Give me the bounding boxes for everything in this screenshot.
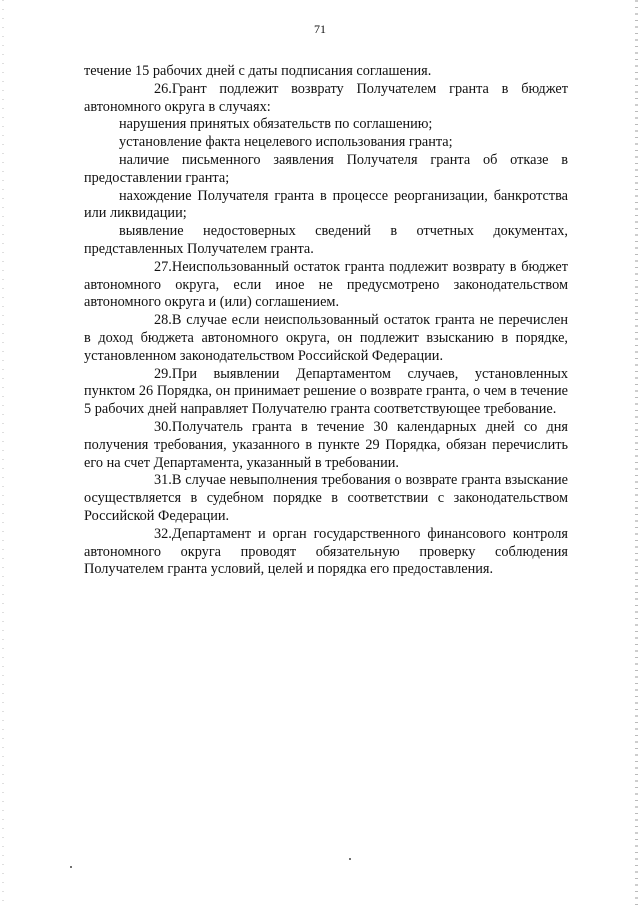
paragraph-26: [84, 81, 568, 117]
paragraph-number: 27.: [154, 258, 172, 275]
paragraph-number: 29.: [154, 365, 172, 382]
scan-speck: [349, 858, 351, 860]
paragraph-text: При выявлении Департаментом случаев, установленных пунктом 26 Порядка, он принимает решение о возврате гранта, о чем в течение 5 рабочих дней направляет Получателю гранта соответствующее требование.: [84, 365, 568, 418]
document-body: [84, 63, 568, 579]
paragraph-27: [84, 259, 568, 312]
paragraph-text: Неиспользованный остаток гранта подлежит возврату в бюджет автономного округа, если иное не предусмотрено законодательством автономного округа и (или) соглашением.: [84, 258, 568, 311]
paragraph-31: [84, 472, 568, 525]
list-item: нарушения принятых обязательств по соглашению;: [119, 116, 433, 133]
paragraph-29: [84, 366, 568, 419]
paragraph-text: В случае если неиспользованный остаток гранта не перечислен в доход бюджета автономного округа, он подлежит взысканию в порядке, установленном законодательством Российской Федерации.: [84, 312, 568, 364]
paragraph-28: [84, 312, 568, 365]
paragraph-30: [84, 419, 568, 472]
paragraph-text: Грант подлежит возврату Получателем гранта в бюджет автономного округа в случаях:: [84, 80, 568, 115]
paragraph-text: В случае невыполнения требования о возврате гранта взыскание осуществляется в судебном порядке в соответствии с законодательством Российской Федерации.: [84, 472, 568, 524]
paragraph-number: 28.: [154, 312, 172, 329]
paragraph-text: Получатель гранта в течение 30 календарных дней со дня получения требования, указанного в пункте 29 Порядка, обязан перечислить его на счет Департамента, указанный в требовании.: [84, 418, 568, 471]
list-item: наличие письменного заявления Получателя гранта об отказе в предоставлении гранта;: [84, 151, 568, 186]
paragraph-text: Департамент и орган государственного финансового контроля автономного округа проводят обязательную проверку соблюдения Получателем гранта условий, целей и порядка его предоставления.: [84, 525, 568, 578]
list-item: выявление недостоверных сведений в отчетных документах, представленных Получателем гранта.: [84, 223, 568, 257]
scan-edge-right: [635, 0, 638, 905]
scan-speck: [70, 866, 72, 868]
scan-edge-left: [2, 0, 4, 905]
page-number: 71: [314, 22, 326, 36]
continuation-line: течение 15 рабочих дней с даты подписания соглашения.: [84, 63, 432, 79]
list-item: установление факта нецелевого использования гранта;: [119, 134, 453, 151]
paragraph-32: [84, 526, 568, 579]
paragraph-number: 26.: [154, 80, 172, 97]
paragraph-number: 30.: [154, 418, 172, 435]
paragraph-number: 31.: [154, 472, 172, 489]
list-item: нахождение Получателя гранта в процессе реорганизации, банкротства или ликвидации;: [84, 187, 568, 222]
paragraph-number: 32.: [154, 525, 172, 542]
